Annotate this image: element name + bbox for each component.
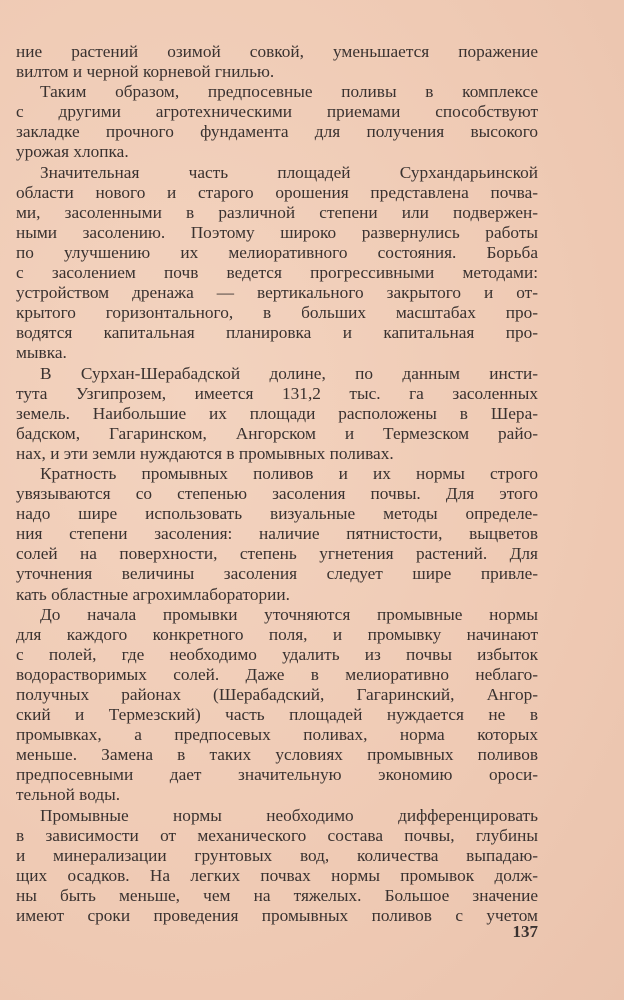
text-line: получных районах (Шерабадский, Гагаринский, Ангор- xyxy=(16,685,538,704)
text-line: меньше. Замена в таких условиях промывных поливов xyxy=(16,745,538,765)
text-line: Таким образом, предпосевные поливы в комплексе xyxy=(40,82,538,102)
paragraph xyxy=(16,806,538,927)
text-line: в зависимости от механического состава почвы, глубины xyxy=(16,825,538,845)
text-line: ский и Термезский) часть площадей нуждается не в xyxy=(16,705,538,725)
text-line: области нового и старого орошения представлена почва- xyxy=(16,182,538,202)
text-line: ми, засоленными в различной степени или подвержен- xyxy=(16,202,538,222)
text-line: В Сурхан-Шерабадской долине, по данным инсти- xyxy=(40,363,538,383)
text-line: водорастворимых солей. Даже в мелиоративно неблаго- xyxy=(16,664,538,684)
text-line: по улучшению их мелиоративного состояния. Борьба xyxy=(16,242,538,262)
text-line: тельной воды. xyxy=(16,785,121,805)
page-number: 137 xyxy=(512,922,538,941)
text-line: с другими агротехническими приемами способствуют xyxy=(16,102,538,122)
text-line: урожая хлопка. xyxy=(16,142,129,162)
text-line: Кратность промывных поливов и их нормы строго xyxy=(40,463,538,483)
text-line: вилтом и черной корневой гнилью. xyxy=(16,62,275,82)
text-line: ны быть меньше, чем на тяжелых. Большое значение xyxy=(16,885,538,905)
text-line: земель. Наибольшие их площади расположены в Шера- xyxy=(16,403,538,423)
text-line: кать областные агрохимлаборатории. xyxy=(16,584,290,604)
text-line: тута Узгипрозем, имеется 131,2 тыс. га засоленных xyxy=(16,383,538,403)
text-line: устройством дренажа — вертикального закрытого и от- xyxy=(16,283,538,303)
text-line: ния степени засоления: наличие пятнистости, выцветов xyxy=(16,524,538,544)
paragraph xyxy=(16,42,538,82)
text-line: водятся капитальная планировка и капитальная про- xyxy=(16,323,538,343)
text-line: промывках, а предпосевых поливах, норма которых xyxy=(16,725,538,745)
text-line: имеют сроки проведения промывных поливов с учетом xyxy=(16,906,538,926)
text-line: нах, и эти земли нуждаются в промывных поливах. xyxy=(16,443,394,463)
text-line: мывка. xyxy=(16,343,67,363)
text-line: солей на поверхности, степень угнетения растений. Для xyxy=(16,544,538,564)
paragraph xyxy=(16,163,538,364)
text-line: увязываются со степенью засоления почвы. Для этого xyxy=(16,484,538,504)
text-line: закладке прочного фундамента для получения высокого xyxy=(16,122,538,142)
text-line: предпосевными дает значительную экономию ороси- xyxy=(16,765,538,785)
text-line: крытого горизонтального, в больших масштабах про- xyxy=(16,303,538,323)
text-line: Значительная часть площадей Сурхандарьинской xyxy=(40,162,538,182)
text-line: надо шире использовать визуальные методы определе- xyxy=(16,504,538,524)
text-line: бадском, Гагаринском, Ангорском и Термезском райо- xyxy=(16,423,538,443)
paragraph xyxy=(16,82,538,162)
text-line: и минерализации грунтовых вод, количества выпадаю- xyxy=(16,845,538,865)
text-line: Промывные нормы необходимо дифференцировать xyxy=(40,805,538,825)
paragraph xyxy=(16,364,538,464)
text-line: До начала промывки уточняются промывные нормы xyxy=(40,604,538,624)
paragraph xyxy=(16,464,538,605)
text-line: уточнения величины засоления следует шире привле- xyxy=(16,564,538,584)
text-line: ние растений озимой совкой, уменьшается поражение xyxy=(16,42,538,61)
paragraph xyxy=(16,605,538,806)
text-line: ными засолению. Поэтому широко развернулись работы xyxy=(16,222,538,242)
text-line: для каждого конкретного поля, и промывку начинают xyxy=(16,624,538,644)
page-body xyxy=(16,42,538,926)
text-line: с полей, где необходимо удалить из почвы избыток xyxy=(16,644,538,664)
text-line: с засолением почв ведется прогрессивными методами: xyxy=(16,263,538,283)
text-line: щих осадков. На легких почвах нормы промывок долж- xyxy=(16,865,538,885)
